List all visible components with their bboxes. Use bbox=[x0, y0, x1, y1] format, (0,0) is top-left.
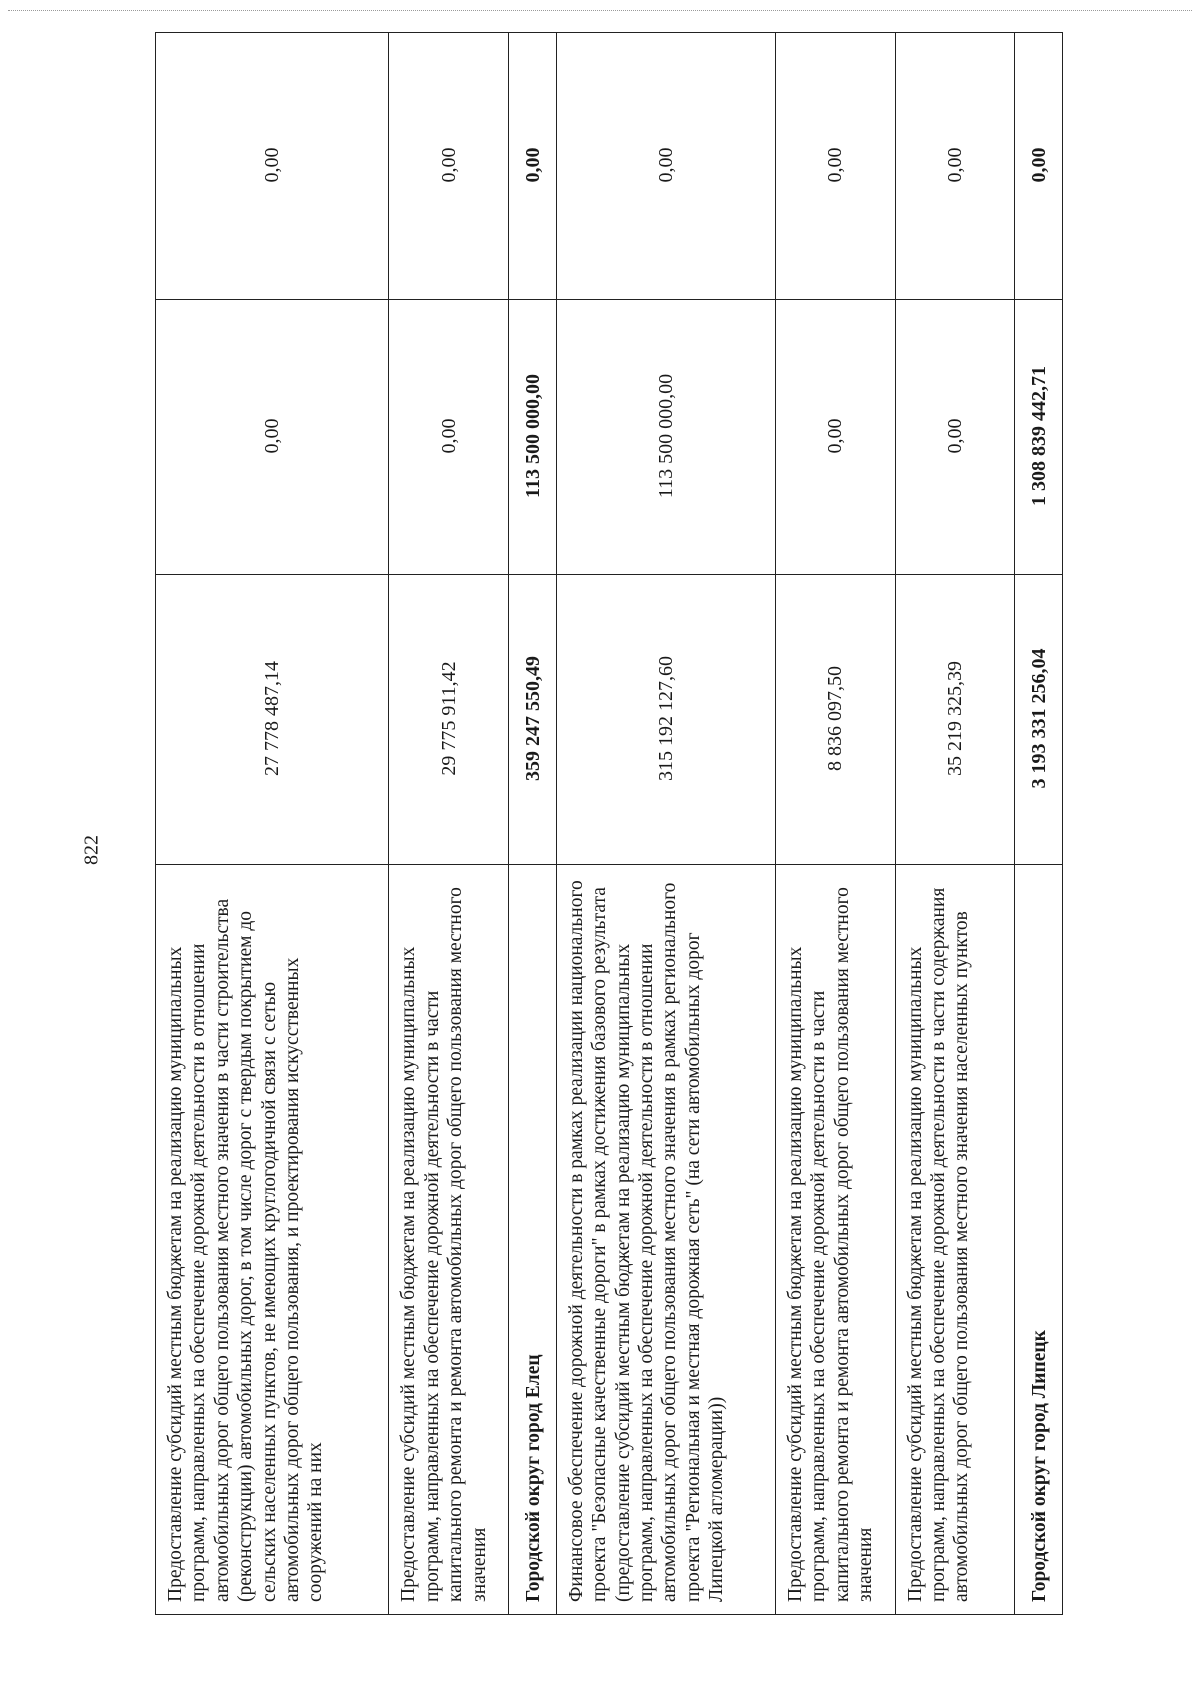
row-description: Предоставление субсидий местным бюджетам на реализацию муниципальных программ, направленных на обеспечение дорожной деятельности в отношении автомобильных дорог общего пользования местного значения в части строительства (реконструкции) автомобильных дорог, в том числе дорог с твердым покрытием до сельских населенных пунктов, не имеющих круглогодичной связи с сетью автомобильных дорог общего пользования, и проектирования искусственных сооружений на них bbox=[156, 865, 389, 1615]
table-row bbox=[895, 33, 1015, 1615]
row-description: Предоставление субсидий местным бюджетам на реализацию муниципальных программ, направленных на обеспечение дорожной деятельности в части содержания автомобильных дорог общего пользования местного значения населенных пунктов bbox=[895, 865, 1015, 1615]
row-value-1: 35 219 325,39 bbox=[895, 575, 1015, 865]
row-description: Городской округ город Елец bbox=[509, 865, 557, 1615]
table-row-total bbox=[509, 33, 557, 1615]
row-value-3: 0,00 bbox=[775, 33, 895, 300]
table-row-total bbox=[1015, 33, 1063, 1615]
table-row bbox=[775, 33, 895, 1615]
row-value-2: 0,00 bbox=[775, 300, 895, 575]
row-value-1: 29 775 911,42 bbox=[389, 575, 509, 865]
scan-edge-line bbox=[8, 10, 1192, 11]
table-row bbox=[156, 33, 389, 1615]
row-description: Предоставление субсидий местным бюджетам на реализацию муниципальных программ, направленных на обеспечение дорожной деятельности в части капитального ремонта и ремонта автомобильных дорог общего пользования местного значения bbox=[775, 865, 895, 1615]
page-number: 822 bbox=[80, 835, 103, 865]
table-row bbox=[556, 33, 775, 1615]
row-value-3: 0,00 bbox=[156, 33, 389, 300]
row-value-3: 0,00 bbox=[509, 33, 557, 300]
budget-table-rotated bbox=[155, 33, 1063, 1615]
row-description: Городской округ город Липецк bbox=[1015, 865, 1063, 1615]
row-value-1: 3 193 331 256,04 bbox=[1015, 575, 1063, 865]
row-value-2: 1 308 839 442,71 bbox=[1015, 300, 1063, 575]
row-value-1: 359 247 550,49 bbox=[509, 575, 557, 865]
row-description: Финансовое обеспечение дорожной деятельности в рамках реализации национального проекта "Безопасные качественные дороги" в рамках достижения базового результата (предоставление субсидий местным бюджетам на реализацию муниципальных программ, направленных на обеспечение дорожной деятельности в отношении автомобильных дорог общего пользования местного значения в рамках регионального проекта "Региональная и местная дорожная сеть" (на сети автомобильных дорог Липецкой агломерации)) bbox=[556, 865, 775, 1615]
row-value-1: 315 192 127,60 bbox=[556, 575, 775, 865]
row-value-3: 0,00 bbox=[556, 33, 775, 300]
table-row bbox=[389, 33, 509, 1615]
row-value-1: 27 778 487,14 bbox=[156, 575, 389, 865]
row-value-2: 113 500 000,00 bbox=[509, 300, 557, 575]
row-value-2: 0,00 bbox=[156, 300, 389, 575]
row-value-3: 0,00 bbox=[895, 33, 1015, 300]
row-value-3: 0,00 bbox=[1015, 33, 1063, 300]
budget-table bbox=[155, 32, 1063, 1615]
row-value-2: 0,00 bbox=[389, 300, 509, 575]
row-value-2: 0,00 bbox=[895, 300, 1015, 575]
row-value-1: 8 836 097,50 bbox=[775, 575, 895, 865]
row-value-3: 0,00 bbox=[389, 33, 509, 300]
row-value-2: 113 500 000,00 bbox=[556, 300, 775, 575]
row-description: Предоставление субсидий местным бюджетам на реализацию муниципальных программ, направленных на обеспечение дорожной деятельности в части капитального ремонта и ремонта автомобильных дорог общего пользования местного значения bbox=[389, 865, 509, 1615]
